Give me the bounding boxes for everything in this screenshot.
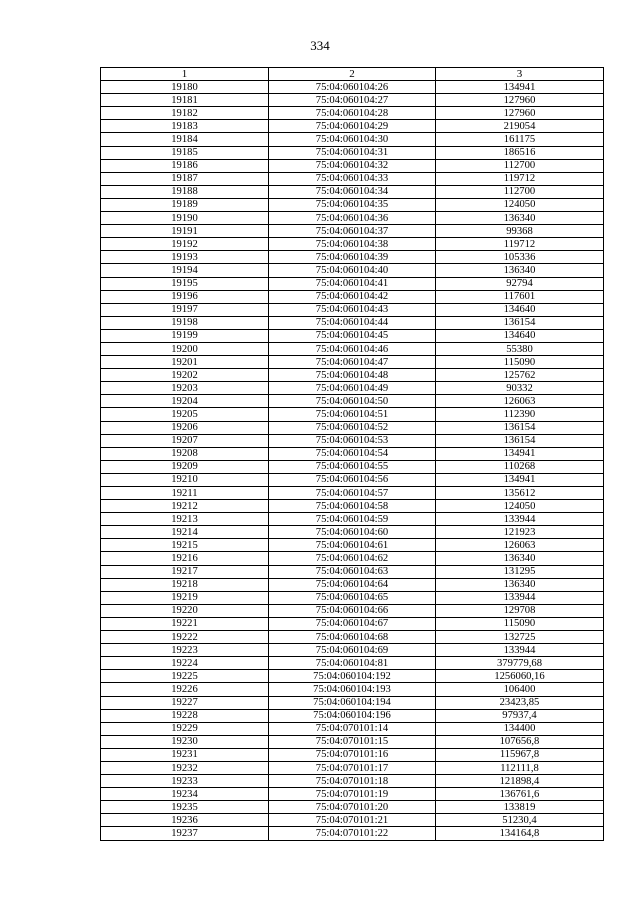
table-row (101, 172, 604, 185)
value-cell: 112111,8 (436, 761, 604, 774)
row-number-cell: 19181 (101, 94, 269, 107)
cadastral-number-cell: 75:04:060104:61 (269, 539, 436, 552)
cadastral-number-cell: 75:04:060104:196 (269, 709, 436, 722)
table-row (101, 264, 604, 277)
table-row (101, 146, 604, 159)
cadastral-number-cell: 75:04:060104:65 (269, 591, 436, 604)
row-number-cell: 19212 (101, 500, 269, 513)
cadastral-number-cell: 75:04:060104:41 (269, 277, 436, 290)
cadastral-number-cell: 75:04:060104:26 (269, 81, 436, 94)
table-row (101, 631, 604, 644)
table-row (101, 683, 604, 696)
value-cell: 119712 (436, 238, 604, 251)
table-row (101, 827, 604, 840)
row-number-cell: 19214 (101, 526, 269, 539)
table-row (101, 487, 604, 500)
table-row (101, 513, 604, 526)
value-cell: 133944 (436, 591, 604, 604)
value-cell: 110268 (436, 460, 604, 473)
cadastral-number-cell: 75:04:060104:58 (269, 500, 436, 513)
row-number-cell: 19224 (101, 657, 269, 670)
value-cell: 115090 (436, 617, 604, 630)
row-number-cell: 19235 (101, 801, 269, 814)
table-row (101, 447, 604, 460)
row-number-cell: 19227 (101, 696, 269, 709)
value-cell: 134941 (436, 473, 604, 486)
value-cell: 186516 (436, 146, 604, 159)
value-cell: 134941 (436, 81, 604, 94)
table-row (101, 644, 604, 657)
cadastral-number-cell: 75:04:060104:63 (269, 565, 436, 578)
row-number-cell: 19190 (101, 212, 269, 225)
value-cell: 23423,85 (436, 696, 604, 709)
value-cell: 133944 (436, 513, 604, 526)
table-row (101, 94, 604, 107)
cadastral-number-cell: 75:04:070101:17 (269, 761, 436, 774)
cadastral-number-cell: 75:04:060104:35 (269, 198, 436, 211)
cadastral-number-cell: 75:04:060104:194 (269, 696, 436, 709)
table-row (101, 251, 604, 264)
row-number-cell: 19201 (101, 356, 269, 369)
cadastral-number-cell: 75:04:060104:28 (269, 107, 436, 120)
table-row (101, 81, 604, 94)
value-cell: 117601 (436, 290, 604, 303)
table-row (101, 709, 604, 722)
value-cell: 133819 (436, 801, 604, 814)
value-cell: 136761,6 (436, 788, 604, 801)
cadastral-number-cell: 75:04:060104:48 (269, 369, 436, 382)
value-cell: 379779,68 (436, 657, 604, 670)
value-cell: 161175 (436, 133, 604, 146)
value-cell: 124050 (436, 500, 604, 513)
row-number-cell: 19185 (101, 146, 269, 159)
cadastral-number-cell: 75:04:070101:18 (269, 775, 436, 788)
cadastral-number-cell: 75:04:060104:39 (269, 251, 436, 264)
cadastral-number-cell: 75:04:070101:20 (269, 801, 436, 814)
row-number-cell: 19202 (101, 369, 269, 382)
value-cell: 134400 (436, 722, 604, 735)
cadastral-number-cell: 75:04:060104:30 (269, 133, 436, 146)
table-row (101, 382, 604, 395)
row-number-cell: 19229 (101, 722, 269, 735)
cadastral-number-cell: 75:04:070101:22 (269, 827, 436, 840)
row-number-cell: 19226 (101, 683, 269, 696)
table-row (101, 578, 604, 591)
cadastral-number-cell: 75:04:070101:19 (269, 788, 436, 801)
value-cell: 136154 (436, 316, 604, 329)
value-cell: 99368 (436, 225, 604, 238)
row-number-cell: 19234 (101, 788, 269, 801)
table-row (101, 329, 604, 342)
cadastral-number-cell: 75:04:060104:54 (269, 447, 436, 460)
cadastral-number-cell: 75:04:060104:67 (269, 617, 436, 630)
row-number-cell: 19204 (101, 395, 269, 408)
table-row (101, 107, 604, 120)
cadastral-number-cell: 75:04:060104:49 (269, 382, 436, 395)
value-cell: 106400 (436, 683, 604, 696)
cadastral-number-cell: 75:04:060104:43 (269, 303, 436, 316)
table-row (101, 120, 604, 133)
row-number-cell: 19219 (101, 591, 269, 604)
value-cell: 219054 (436, 120, 604, 133)
table-row (101, 552, 604, 565)
cadastral-number-cell: 75:04:060104:68 (269, 631, 436, 644)
table-row (101, 408, 604, 421)
row-number-cell: 19200 (101, 342, 269, 355)
value-cell: 121923 (436, 526, 604, 539)
table-row (101, 565, 604, 578)
value-cell: 134640 (436, 303, 604, 316)
cadastral-number-cell: 75:04:060104:50 (269, 395, 436, 408)
value-cell: 134640 (436, 329, 604, 342)
value-cell: 136340 (436, 212, 604, 225)
row-number-cell: 19180 (101, 81, 269, 94)
cadastral-number-cell: 75:04:060104:53 (269, 434, 436, 447)
table-row (101, 591, 604, 604)
value-cell: 136340 (436, 578, 604, 591)
value-cell: 135612 (436, 487, 604, 500)
table-row (101, 225, 604, 238)
table-row (101, 775, 604, 788)
row-number-cell: 19208 (101, 447, 269, 460)
cadastral-number-cell: 75:04:060104:69 (269, 644, 436, 657)
cadastral-number-cell: 75:04:060104:60 (269, 526, 436, 539)
row-number-cell: 19195 (101, 277, 269, 290)
table-row (101, 748, 604, 761)
table-row (101, 696, 604, 709)
cadastral-number-cell: 75:04:070101:16 (269, 748, 436, 761)
row-number-cell: 19218 (101, 578, 269, 591)
table-row (101, 133, 604, 146)
cadastral-number-cell: 75:04:060104:193 (269, 683, 436, 696)
value-cell: 115090 (436, 356, 604, 369)
value-cell: 126063 (436, 395, 604, 408)
row-number-cell: 19209 (101, 460, 269, 473)
value-cell: 55380 (436, 342, 604, 355)
cadastral-number-cell: 75:04:070101:15 (269, 735, 436, 748)
row-number-cell: 19192 (101, 238, 269, 251)
value-cell: 51230,4 (436, 814, 604, 827)
row-number-cell: 19186 (101, 159, 269, 172)
cadastral-number-cell: 75:04:060104:52 (269, 421, 436, 434)
cadastral-number-cell: 75:04:060104:44 (269, 316, 436, 329)
cadastral-number-cell: 75:04:060104:64 (269, 578, 436, 591)
value-cell: 136340 (436, 264, 604, 277)
column-header: 2 (269, 68, 436, 81)
value-cell: 107656,8 (436, 735, 604, 748)
table-row (101, 198, 604, 211)
value-cell: 134164,8 (436, 827, 604, 840)
row-number-cell: 19231 (101, 748, 269, 761)
value-cell: 127960 (436, 94, 604, 107)
row-number-cell: 19199 (101, 329, 269, 342)
value-cell: 115967,8 (436, 748, 604, 761)
table-row (101, 500, 604, 513)
cadastral-number-cell: 75:04:060104:56 (269, 473, 436, 486)
table-row (101, 814, 604, 827)
row-number-cell: 19236 (101, 814, 269, 827)
table-row (101, 185, 604, 198)
cadastral-number-cell: 75:04:070101:21 (269, 814, 436, 827)
value-cell: 124050 (436, 198, 604, 211)
table-row (101, 238, 604, 251)
table-row (101, 473, 604, 486)
table-row (101, 735, 604, 748)
table-row (101, 539, 604, 552)
row-number-cell: 19213 (101, 513, 269, 526)
row-number-cell: 19189 (101, 198, 269, 211)
row-number-cell: 19188 (101, 185, 269, 198)
value-cell: 136154 (436, 421, 604, 434)
row-number-cell: 19225 (101, 670, 269, 683)
value-cell: 97937,4 (436, 709, 604, 722)
table-header-row (101, 68, 604, 81)
table-row (101, 342, 604, 355)
row-number-cell: 19215 (101, 539, 269, 552)
value-cell: 134941 (436, 447, 604, 460)
row-number-cell: 19217 (101, 565, 269, 578)
table-row (101, 290, 604, 303)
cadastral-number-cell: 75:04:060104:32 (269, 159, 436, 172)
table-row (101, 801, 604, 814)
column-header: 1 (101, 68, 269, 81)
value-cell: 126063 (436, 539, 604, 552)
value-cell: 112700 (436, 185, 604, 198)
row-number-cell: 19211 (101, 487, 269, 500)
table-row (101, 159, 604, 172)
cadastral-number-cell: 75:04:060104:34 (269, 185, 436, 198)
cadastral-number-cell: 75:04:060104:42 (269, 290, 436, 303)
cadastral-number-cell: 75:04:060104:81 (269, 657, 436, 670)
cadastral-number-cell: 75:04:060104:59 (269, 513, 436, 526)
row-number-cell: 19197 (101, 303, 269, 316)
row-number-cell: 19230 (101, 735, 269, 748)
row-number-cell: 19191 (101, 225, 269, 238)
row-number-cell: 19187 (101, 172, 269, 185)
table-row (101, 460, 604, 473)
row-number-cell: 19183 (101, 120, 269, 133)
cadastral-number-cell: 75:04:060104:47 (269, 356, 436, 369)
cadastral-number-cell: 75:04:060104:38 (269, 238, 436, 251)
row-number-cell: 19196 (101, 290, 269, 303)
row-number-cell: 19220 (101, 604, 269, 617)
row-number-cell: 19206 (101, 421, 269, 434)
row-number-cell: 19222 (101, 631, 269, 644)
value-cell: 136154 (436, 434, 604, 447)
table-row (101, 395, 604, 408)
row-number-cell: 19221 (101, 617, 269, 630)
cadastral-number-cell: 75:04:060104:55 (269, 460, 436, 473)
row-number-cell: 19216 (101, 552, 269, 565)
value-cell: 112700 (436, 159, 604, 172)
value-cell: 90332 (436, 382, 604, 395)
row-number-cell: 19194 (101, 264, 269, 277)
cadastral-number-cell: 75:04:060104:29 (269, 120, 436, 133)
value-cell: 125762 (436, 369, 604, 382)
table-row (101, 356, 604, 369)
row-number-cell: 19203 (101, 382, 269, 395)
cadastral-number-cell: 75:04:060104:36 (269, 212, 436, 225)
table-row (101, 369, 604, 382)
value-cell: 112390 (436, 408, 604, 421)
table-row (101, 421, 604, 434)
table-row (101, 526, 604, 539)
table-row (101, 761, 604, 774)
cadastral-number-cell: 75:04:060104:51 (269, 408, 436, 421)
value-cell: 121898,4 (436, 775, 604, 788)
row-number-cell: 19193 (101, 251, 269, 264)
cadastral-number-cell: 75:04:060104:31 (269, 146, 436, 159)
row-number-cell: 19182 (101, 107, 269, 120)
value-cell: 136340 (436, 552, 604, 565)
cadastral-number-cell: 75:04:060104:62 (269, 552, 436, 565)
page-number: 334 (310, 38, 330, 53)
row-number-cell: 19237 (101, 827, 269, 840)
table-body (101, 81, 604, 840)
row-number-cell: 19232 (101, 761, 269, 774)
table-row (101, 670, 604, 683)
cadastral-number-cell: 75:04:060104:66 (269, 604, 436, 617)
table-row (101, 788, 604, 801)
table-row (101, 434, 604, 447)
cadastral-number-cell: 75:04:070101:14 (269, 722, 436, 735)
value-cell: 92794 (436, 277, 604, 290)
row-number-cell: 19184 (101, 133, 269, 146)
value-cell: 129708 (436, 604, 604, 617)
row-number-cell: 19207 (101, 434, 269, 447)
table-row (101, 657, 604, 670)
value-cell: 132725 (436, 631, 604, 644)
cadastral-number-cell: 75:04:060104:57 (269, 487, 436, 500)
cadastral-number-cell: 75:04:060104:192 (269, 670, 436, 683)
data-table (100, 67, 604, 841)
table-row (101, 303, 604, 316)
row-number-cell: 19198 (101, 316, 269, 329)
row-number-cell: 19205 (101, 408, 269, 421)
row-number-cell: 19210 (101, 473, 269, 486)
value-cell: 133944 (436, 644, 604, 657)
cadastral-number-cell: 75:04:060104:33 (269, 172, 436, 185)
cadastral-number-cell: 75:04:060104:45 (269, 329, 436, 342)
value-cell: 119712 (436, 172, 604, 185)
row-number-cell: 19223 (101, 644, 269, 657)
row-number-cell: 19228 (101, 709, 269, 722)
value-cell: 127960 (436, 107, 604, 120)
value-cell: 131295 (436, 565, 604, 578)
table-row (101, 617, 604, 630)
row-number-cell: 19233 (101, 775, 269, 788)
cadastral-number-cell: 75:04:060104:46 (269, 342, 436, 355)
table-row (101, 277, 604, 290)
table-row (101, 722, 604, 735)
cadastral-number-cell: 75:04:060104:37 (269, 225, 436, 238)
table-row (101, 604, 604, 617)
table-row (101, 212, 604, 225)
value-cell: 1256060,16 (436, 670, 604, 683)
column-header: 3 (436, 68, 604, 81)
cadastral-number-cell: 75:04:060104:27 (269, 94, 436, 107)
value-cell: 105336 (436, 251, 604, 264)
cadastral-number-cell: 75:04:060104:40 (269, 264, 436, 277)
table-row (101, 316, 604, 329)
